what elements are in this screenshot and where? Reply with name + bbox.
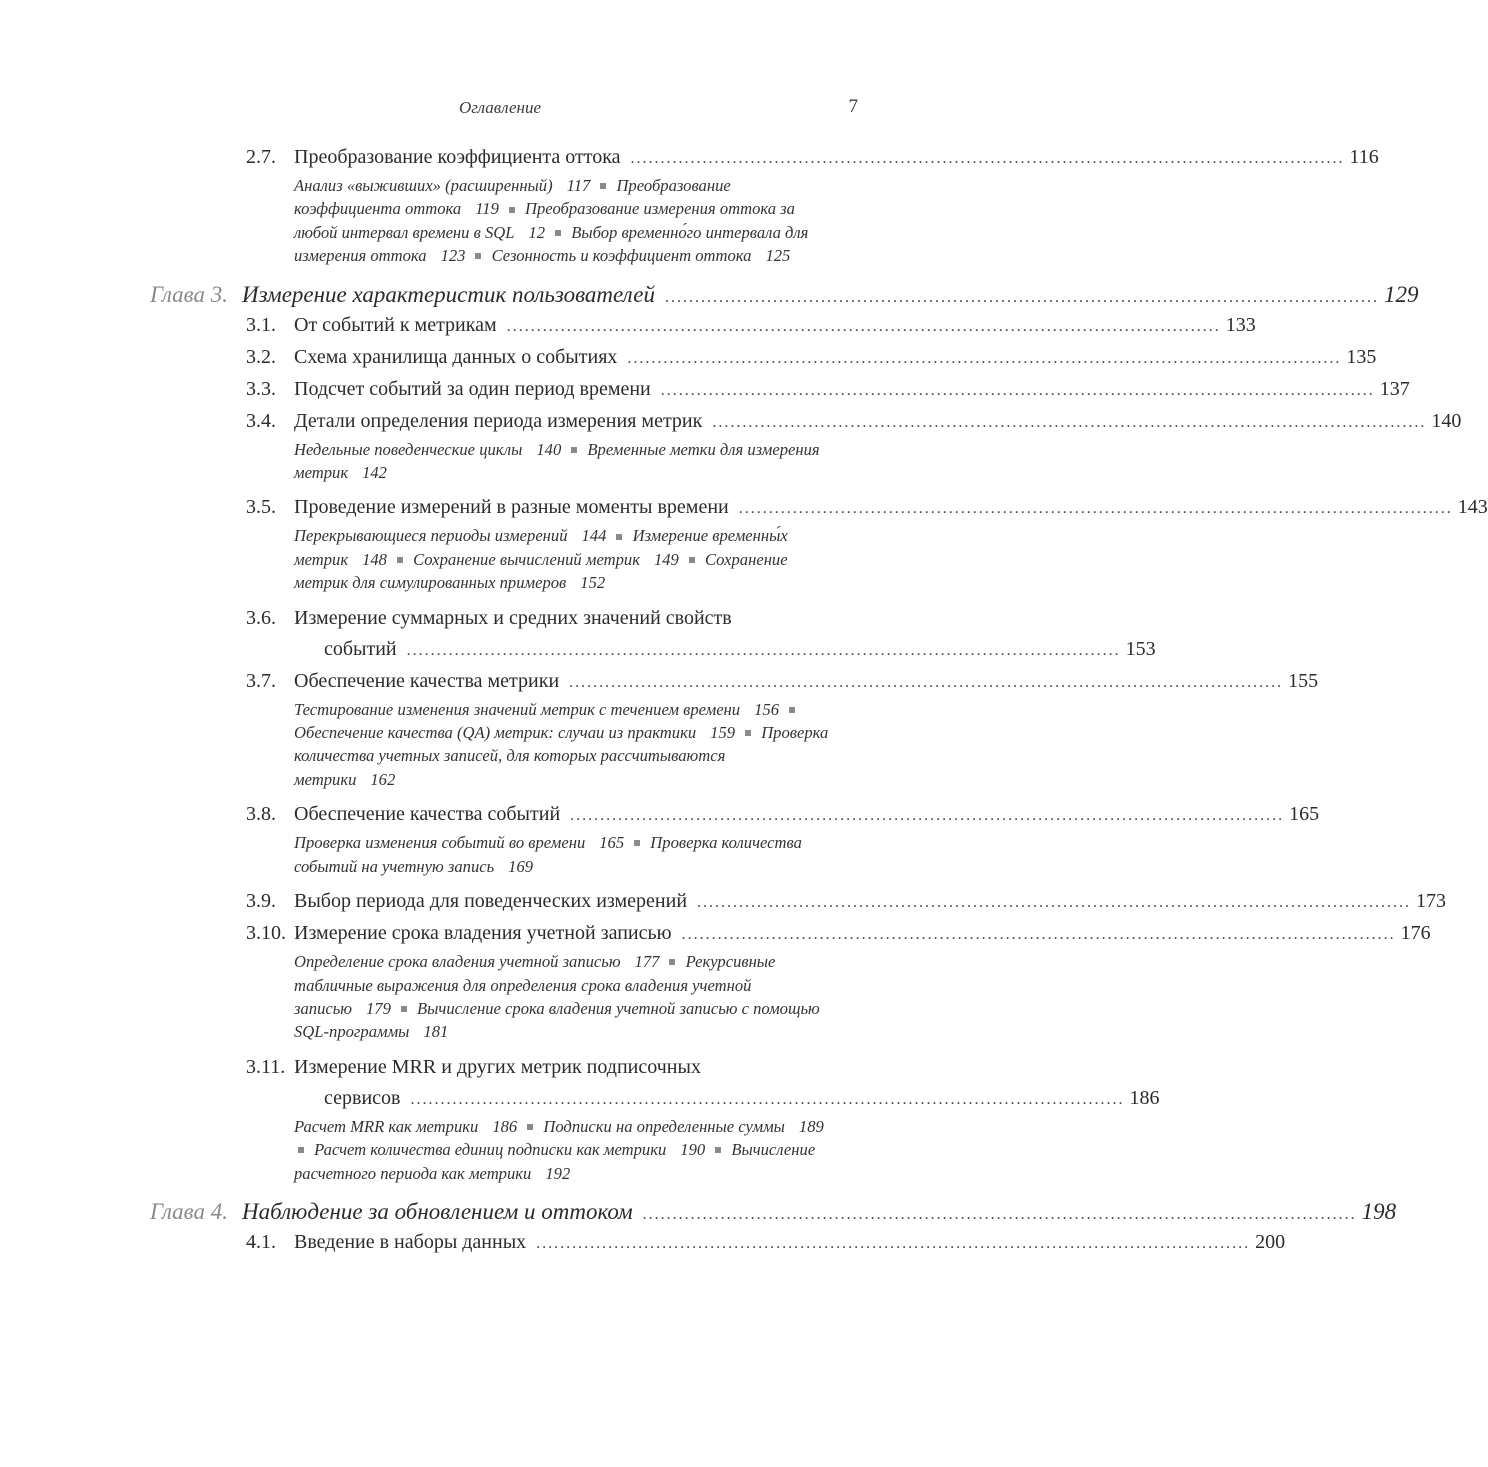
- dot-leader: [570, 800, 1281, 831]
- section-title: Обеспечение качества событий: [294, 803, 561, 826]
- dot-leader: [569, 667, 1280, 698]
- dot-leader: [697, 887, 1408, 918]
- section-page: 135: [1346, 345, 1377, 368]
- running-head: [0, 98, 1000, 122]
- section-page: 116: [1349, 146, 1379, 168]
- toc-entry-3-1[interactable]: [150, 310, 1256, 342]
- subsection-page: 152: [580, 573, 606, 593]
- dot-leader: [739, 493, 1450, 524]
- section-page: 176: [1400, 922, 1431, 945]
- square-bullet-icon: [689, 557, 695, 563]
- table-of-contents: [150, 142, 1488, 1259]
- section-title-line1: Измерение суммарных и средних значений свойств: [294, 606, 732, 629]
- subsection-list: [294, 1115, 858, 1185]
- section-page: 165: [1289, 803, 1320, 826]
- subsection-title: Преобразование коэффициента оттока: [294, 176, 731, 219]
- subsection-title: Подписки на определенные суммы: [543, 1116, 785, 1136]
- section-title: Подсчет событий за один период времени: [294, 377, 651, 400]
- section-number: 2.7.: [246, 146, 276, 168]
- dot-leader: [407, 635, 1118, 666]
- subsection-title: Расчет MRR как метрики: [294, 1116, 479, 1136]
- section-page: 186: [1129, 1086, 1160, 1109]
- subsection-title: Проверка количества событий на учетную запись: [294, 833, 802, 876]
- subsection-page: 165: [599, 833, 625, 853]
- subsection-title: Временные метки для измерения метрик: [294, 439, 820, 483]
- square-bullet-icon: [669, 959, 675, 965]
- toc-entry-3-9[interactable]: [150, 886, 1447, 918]
- subsection-title: Вычисление срока владения учетной записью с помощью SQL-программы: [294, 998, 820, 1042]
- square-bullet-icon: [600, 183, 606, 189]
- subsection-page: 142: [362, 463, 387, 483]
- subsection-title: Тестирование изменения значений метрик с течением времени: [294, 699, 741, 719]
- subsection-page: 179: [365, 998, 391, 1018]
- section-title: Введение в наборы данных: [294, 1230, 527, 1253]
- chapter-label: Глава 3.: [150, 281, 228, 307]
- dot-leader: [536, 1228, 1247, 1259]
- section-title-line2: событий: [324, 637, 397, 660]
- subsection-page: 189: [798, 1116, 824, 1136]
- dot-leader: [627, 343, 1338, 374]
- toc-chapter-4[interactable]: [150, 1198, 1397, 1225]
- square-bullet-icon: [401, 1006, 407, 1012]
- section-number: 3.7.: [246, 669, 276, 692]
- section-page: 200: [1255, 1230, 1286, 1253]
- subsection-page: 149: [653, 549, 679, 569]
- toc-entry-3-10[interactable]: [150, 918, 1431, 1044]
- square-bullet-icon: [715, 1147, 721, 1153]
- section-title: Проведение измерений в разные моменты времени: [294, 496, 729, 519]
- subsection-page: 148: [362, 549, 387, 569]
- toc-entry-2-7[interactable]: [150, 142, 1379, 268]
- toc-entry-3-11[interactable]: [150, 1052, 1160, 1185]
- dot-leader: [661, 375, 1372, 406]
- square-bullet-icon: [745, 730, 751, 736]
- section-title: Преобразование коэффициента оттока: [294, 146, 621, 168]
- square-bullet-icon: [616, 534, 622, 540]
- subsection-page: 192: [545, 1163, 571, 1183]
- subsection-page: 12: [528, 222, 546, 242]
- toc-entry-4-1[interactable]: [150, 1227, 1286, 1259]
- subsection-page: 162: [370, 769, 396, 789]
- chapter-page: 129: [1383, 281, 1419, 307]
- dot-leader: [712, 407, 1423, 438]
- chapter-label: Глава 4.: [150, 1198, 228, 1224]
- square-bullet-icon: [298, 1147, 304, 1153]
- subsection-title: Измерение временны́х метрик: [294, 526, 788, 569]
- section-number: 3.4.: [246, 409, 276, 432]
- subsection-title: Анализ «выживших» (расширенный): [294, 176, 553, 195]
- section-page: 133: [1225, 313, 1256, 336]
- dot-leader: [665, 289, 1376, 307]
- section-number: 3.10.: [246, 922, 286, 945]
- dot-leader: [643, 1206, 1354, 1224]
- subsection-title: Выбор временно́го интервала для измерения оттока: [294, 222, 809, 266]
- subsection-title: Расчет количества единиц подписки как метрики: [314, 1140, 667, 1160]
- square-bullet-icon: [509, 207, 515, 213]
- section-page: 153: [1125, 637, 1156, 660]
- section-page: 140: [1431, 409, 1462, 432]
- section-number: 3.11.: [246, 1055, 286, 1078]
- subsection-title: Перекрывающиеся периоды измерений: [294, 526, 568, 546]
- subsection-page: 156: [754, 699, 779, 719]
- subsection-list: [294, 438, 858, 485]
- section-title: Схема хранилища данных о событиях: [294, 345, 618, 368]
- toc-entry-3-5[interactable]: [150, 492, 1488, 594]
- subsection-title: Недельные поведенческие циклы: [294, 439, 523, 459]
- subsection-page: 144: [581, 526, 607, 546]
- subsection-title: Проверка количества учетных записей, для которых рассчитываются метрики: [294, 723, 829, 789]
- section-title-line2: сервисов: [324, 1086, 401, 1109]
- square-bullet-icon: [789, 707, 795, 713]
- dot-leader: [682, 919, 1393, 950]
- dot-leader: [410, 1084, 1121, 1115]
- toc-entry-3-2[interactable]: [150, 342, 1377, 374]
- subsection-list: [294, 950, 858, 1044]
- section-title: Обеспечение качества метрики: [294, 669, 560, 692]
- subsection-page: 177: [634, 952, 660, 972]
- subsection-title: Сохранение вычислений метрик: [413, 549, 640, 569]
- subsection-title: Преобразование измерения оттока за любой интервал времени в SQL: [294, 199, 795, 242]
- chapter-title: Наблюдение за обновлением и оттоком: [242, 1198, 633, 1224]
- section-title: От событий к метрикам: [294, 313, 497, 336]
- chapter-page: 198: [1361, 1198, 1397, 1224]
- subsection-list: [294, 831, 858, 878]
- subsection-page: 190: [680, 1140, 706, 1160]
- subsection-title: Вычисление расчетного периода как метрики: [294, 1140, 816, 1183]
- subsection-title: Проверка изменения событий во времени: [294, 833, 586, 853]
- chapter-title: Измерение характеристик пользователей: [242, 281, 655, 307]
- subsection-page: 159: [710, 723, 736, 743]
- subsection-page: 123: [440, 246, 466, 266]
- section-title-line1: Измерение MRR и других метрик подписочных: [294, 1055, 701, 1078]
- toc-entry-3-4[interactable]: [150, 406, 1462, 485]
- subsection-page: 117: [566, 176, 591, 195]
- subsection-title: Определение срока владения учетной записью: [294, 952, 621, 972]
- subsection-page: 169: [508, 856, 534, 876]
- subsection-page: 186: [492, 1116, 518, 1136]
- section-number: 3.1.: [246, 313, 276, 336]
- toc-chapter-3[interactable]: [150, 281, 1419, 308]
- square-bullet-icon: [397, 557, 403, 563]
- square-bullet-icon: [571, 447, 577, 453]
- section-page: 143: [1457, 496, 1488, 519]
- square-bullet-icon: [475, 253, 481, 259]
- subsection-list: [294, 698, 858, 792]
- toc-entry-3-6[interactable]: [150, 603, 1156, 666]
- section-title: Измерение срока владения учетной записью: [294, 922, 672, 945]
- square-bullet-icon: [555, 230, 561, 236]
- section-number: 3.6.: [246, 606, 276, 629]
- subsection-title: Сезонность и коэффициент оттока: [491, 246, 752, 266]
- section-number: 4.1.: [246, 1230, 276, 1253]
- subsection-page: 181: [423, 1022, 449, 1042]
- square-bullet-icon: [527, 1124, 533, 1130]
- section-number: 3.9.: [246, 890, 276, 913]
- section-page: 155: [1288, 669, 1319, 692]
- dot-leader: [507, 311, 1218, 342]
- square-bullet-icon: [634, 840, 640, 846]
- subsection-title: Обеспечение качества (QA) метрик: случаи из практики: [294, 723, 697, 743]
- section-page: 173: [1416, 890, 1447, 913]
- section-number: 3.2.: [246, 345, 276, 368]
- subsection-title: Сохранение метрик для симулированных примеров: [294, 549, 788, 593]
- dot-leader: [631, 143, 1342, 174]
- section-number: 3.3.: [246, 377, 276, 400]
- section-number: 3.5.: [246, 496, 276, 519]
- subsection-title: Рекурсивные табличные выражения для определения срока владения учетной записью: [294, 952, 776, 1018]
- subsection-list: [294, 174, 858, 268]
- page-number: 7: [848, 96, 858, 117]
- subsection-page: 125: [765, 246, 791, 266]
- section-title: Детали определения периода измерения метрик: [294, 409, 703, 432]
- section-title: Выбор периода для поведенческих измерений: [294, 890, 688, 913]
- section-number: 3.8.: [246, 803, 276, 826]
- subsection-page: 119: [475, 199, 499, 219]
- subsection-list: [294, 524, 858, 594]
- running-title: Оглавление: [458, 98, 542, 117]
- toc-entry-3-8[interactable]: [150, 799, 1320, 878]
- subsection-page: 140: [536, 439, 562, 459]
- toc-entry-3-7[interactable]: [150, 666, 1319, 792]
- section-page: 137: [1379, 377, 1410, 400]
- toc-entry-3-3[interactable]: [150, 374, 1410, 406]
